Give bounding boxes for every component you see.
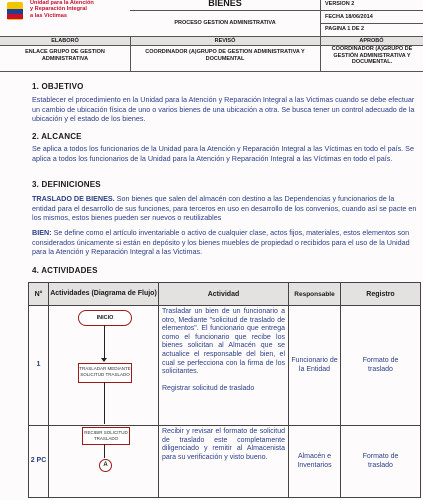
- approval-header-elaboro: ELABORÓ: [51, 38, 79, 44]
- section-alcance-text: Se aplica a todos los funcionarios de la Unidad para la Atención y Reparación Integral a las Víctimas en todo el país. Se aplica a todos los funcionarios de la Unidad para la Atención y Reparación Integral a las Víctimas en todo el país.: [32, 144, 414, 163]
- approval-header-aprobo: APROBÓ: [359, 38, 384, 44]
- logo-line-2: y Reparación Integral: [30, 6, 87, 13]
- col-header-diagram: Actividades (Diagrama de Flujo): [49, 283, 159, 306]
- row-2-responsible: Almacén e Inventarios: [289, 426, 341, 498]
- colombia-shield-icon: [3, 0, 27, 24]
- row-1-num: 1: [29, 306, 49, 426]
- definition-traslado-text: Son bienes que salen del almacén con destino a las Dependencias y funcionarios de la entidad para el desarrollo de sus funciones, para terceros en uso en desarrollo de los convenios, cuando así se pacte en los mismos, estos bienes pueden ser nuevos o reutilizables: [32, 194, 417, 223]
- logo-line-3: a las Víctimas: [30, 12, 68, 19]
- flow-start-label: INICIO: [96, 315, 114, 321]
- col-header-num: N°: [29, 283, 49, 306]
- section-objetivo-title: 1. OBJETIVO: [32, 82, 84, 91]
- section-definiciones-title: 3. DEFINICIONES: [32, 180, 101, 189]
- flow-arrow-3: [104, 444, 105, 458]
- approval-value-aprobo: COORDINADOR (A)GRUPO DE GESTIÓN ADMINISTRATIVA Y DOCUMENTAL.: [331, 46, 413, 65]
- version-label: VERSION 2: [325, 1, 355, 7]
- col-header-record: Registro: [341, 283, 421, 306]
- logo: [3, 0, 131, 24]
- row-2-activity: Recibir y revisar el formato de solicitud de traslado este completamente diligenciado y remitir al Almacenista para su verificación y visto bueno.: [159, 426, 289, 498]
- flow-arrow-1: [104, 325, 105, 360]
- col-header-responsible: Responsable: [289, 283, 341, 306]
- definition-bien-term: BIEN:: [32, 228, 52, 237]
- flow-arrow-2: [104, 382, 105, 424]
- page-label: PAGINA 1 DE 2: [325, 26, 365, 32]
- section-objetivo-text: Establecer el procedimiento en la Unidad para la Atención y Reparación Integral a las Victimas cuando se debe efectuar un cambio de ubicación física de uno o varios bienes de una ubicación a otra. Se busca tener un control adecuado de la ubicación y el estado de los bienes.: [32, 95, 415, 124]
- row-1-activity-extra: Registrar solicitud de traslado: [162, 384, 255, 392]
- approval-header-reviso: REVISÓ: [214, 38, 236, 44]
- approval-value-elaboro: ENLACE GRUPO DE GESTION ADMINISTRATIVA: [25, 49, 105, 62]
- section-alcance-title: 2. ALCANCE: [32, 132, 82, 141]
- date-label: FECHA 18/06/2014: [325, 14, 373, 20]
- doc-type-title: BIENES: [208, 0, 242, 8]
- col-header-activity: Actividad: [159, 283, 289, 306]
- approval-table: [0, 36, 423, 72]
- definition-traslado: [32, 194, 417, 223]
- flow-connector: [99, 459, 112, 472]
- row-2-num: 2 PC: [29, 426, 49, 498]
- definition-bien: [32, 228, 417, 257]
- definition-bien-text: Se define como el artículo inventariable o activo de cualquier clase, actos fijos, materiales, estos elementos son considerados únicamente si están en depósito y los bienes muebles de propiedad o recibidos para el uso de la Unidad para la Atención y Reparación Integral a las Victimas.: [32, 228, 410, 257]
- row-1-record: Formato de traslado: [341, 306, 421, 426]
- definition-traslado-term: TRASLADO DE BIENES.: [32, 194, 115, 203]
- process-name: PROCESO GESTION ADMINISTRATIVA: [174, 20, 276, 26]
- arrowhead-down-icon: [101, 358, 107, 362]
- row-1-activity: [159, 306, 289, 426]
- approval-value-reviso: COORDINADOR (A)GRUPO DE GESTION ADMINISTRATIVA Y DOCUMENTAL: [145, 49, 305, 62]
- row-2-record: Formato de traslado: [341, 426, 421, 498]
- section-actividades-title: 4. ACTIVIDADES: [32, 266, 98, 275]
- flow-box-1: TRASLADAR MEDIANTE SOLICITUD TRASLADO: [78, 363, 132, 383]
- row-1-responsible: Funcionario de la Entidad: [289, 306, 341, 426]
- row-1-activity-text: Trasladar un bien de un funcionario a otro, Mediante "solicitud de traslado de elementos". El funcionario que entrega como el funcionario que recibe los bienes solicitan al Almacén que se actualice el responsable del bien, el cual se perfecciona con la firma de los solicitantes.: [162, 308, 285, 376]
- flow-start: [78, 310, 132, 326]
- flow-box-2: RECIBIR SOLICITUD TRASLADO: [82, 427, 130, 445]
- flow-connector-label: A: [103, 462, 108, 468]
- logo-line-1: Unidad para la Atención: [30, 0, 94, 6]
